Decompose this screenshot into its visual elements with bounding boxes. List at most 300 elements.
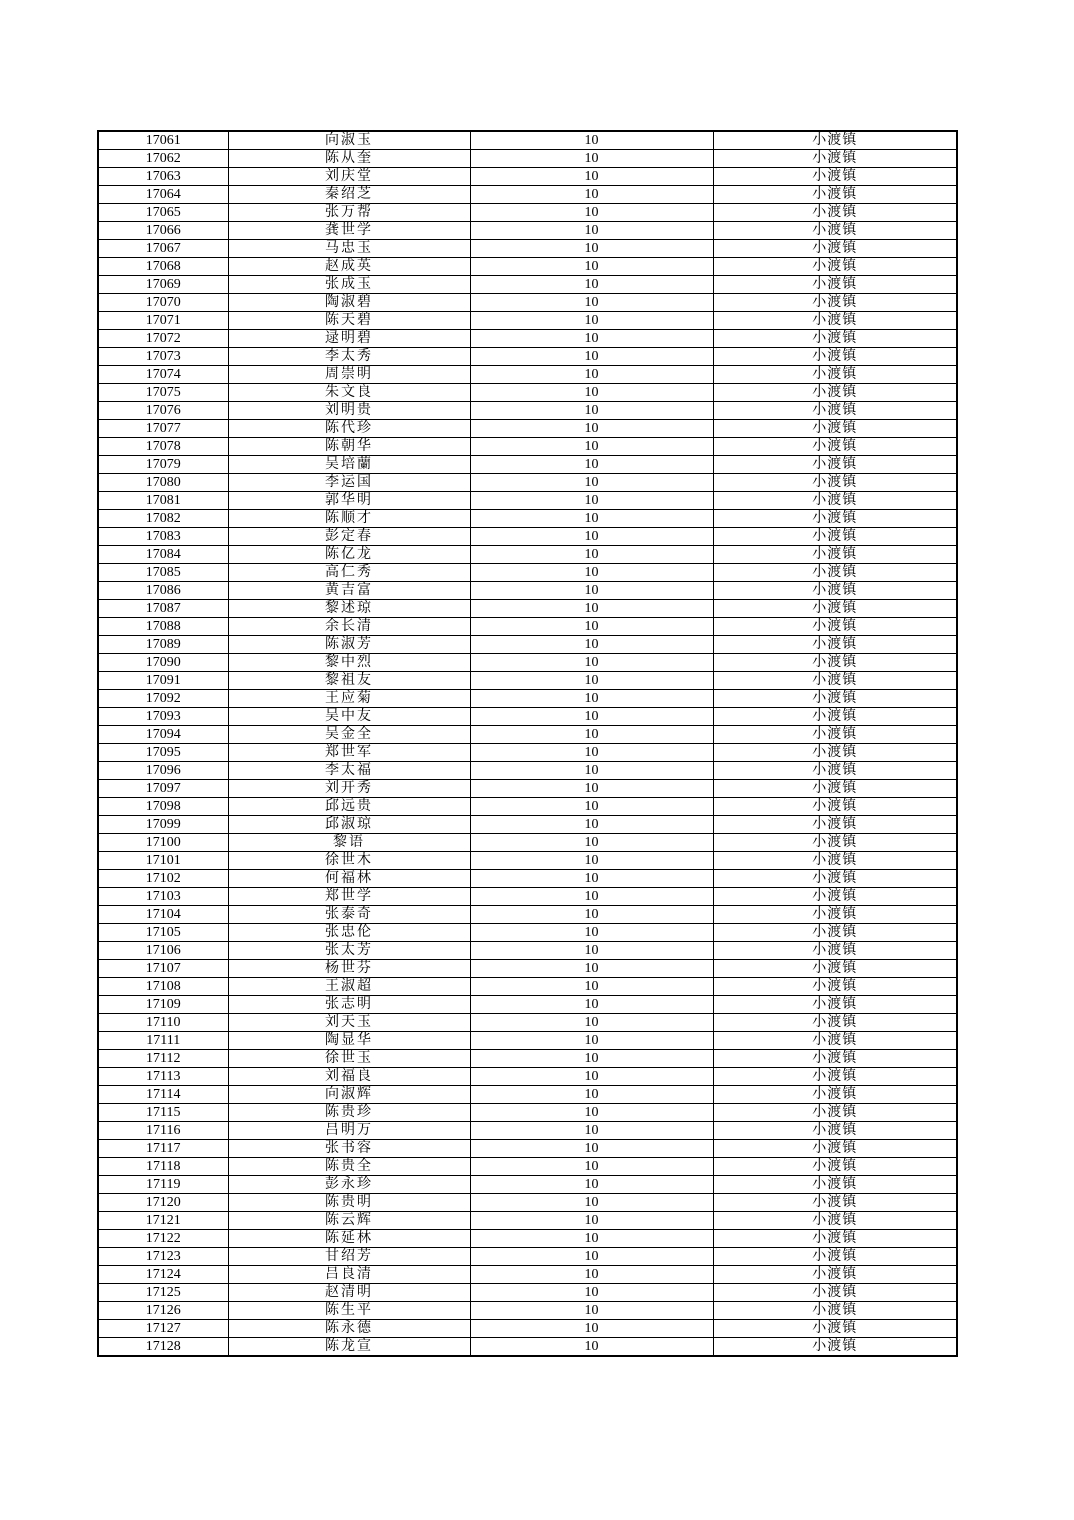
name-cell: 陈顺才	[228, 510, 470, 528]
amount-cell: 10	[470, 1032, 713, 1050]
table-row	[98, 924, 957, 942]
table-row	[98, 312, 957, 330]
name-cell: 向淑玉	[228, 131, 470, 150]
table-row	[98, 402, 957, 420]
id-cell: 17120	[98, 1194, 228, 1212]
town-cell: 小渡镇	[713, 1230, 957, 1248]
name-cell: 陈淑芳	[228, 636, 470, 654]
amount-cell: 10	[470, 1068, 713, 1086]
town-cell: 小渡镇	[713, 564, 957, 582]
name-cell: 向淑辉	[228, 1086, 470, 1104]
name-cell: 陈贵明	[228, 1194, 470, 1212]
name-cell: 刘庆堂	[228, 168, 470, 186]
name-cell: 张忠伦	[228, 924, 470, 942]
table-row	[98, 384, 957, 402]
town-cell: 小渡镇	[713, 798, 957, 816]
amount-cell: 10	[470, 1050, 713, 1068]
name-cell: 逯明碧	[228, 330, 470, 348]
name-cell: 彭定春	[228, 528, 470, 546]
name-cell: 陈代珍	[228, 420, 470, 438]
name-cell: 张成玉	[228, 276, 470, 294]
id-cell: 17074	[98, 366, 228, 384]
town-cell: 小渡镇	[713, 1122, 957, 1140]
id-cell: 17084	[98, 546, 228, 564]
id-cell: 17122	[98, 1230, 228, 1248]
id-cell: 17095	[98, 744, 228, 762]
id-cell: 17076	[98, 402, 228, 420]
name-cell: 刘明贵	[228, 402, 470, 420]
town-cell: 小渡镇	[713, 1086, 957, 1104]
id-cell: 17094	[98, 726, 228, 744]
town-cell: 小渡镇	[713, 204, 957, 222]
name-cell: 陈朝华	[228, 438, 470, 456]
name-cell: 吕良清	[228, 1266, 470, 1284]
town-cell: 小渡镇	[713, 168, 957, 186]
town-cell: 小渡镇	[713, 1284, 957, 1302]
name-cell: 龚世学	[228, 222, 470, 240]
id-cell: 17119	[98, 1176, 228, 1194]
town-cell: 小渡镇	[713, 384, 957, 402]
amount-cell: 10	[470, 654, 713, 672]
town-cell: 小渡镇	[713, 1248, 957, 1266]
id-cell: 17109	[98, 996, 228, 1014]
town-cell: 小渡镇	[713, 1194, 957, 1212]
amount-cell: 10	[470, 366, 713, 384]
town-cell: 小渡镇	[713, 1068, 957, 1086]
amount-cell: 10	[470, 240, 713, 258]
name-cell: 陶淑碧	[228, 294, 470, 312]
id-cell: 17062	[98, 150, 228, 168]
name-cell: 陈天碧	[228, 312, 470, 330]
amount-cell: 10	[470, 870, 713, 888]
amount-cell: 10	[470, 996, 713, 1014]
id-cell: 17099	[98, 816, 228, 834]
name-cell: 陈贵珍	[228, 1104, 470, 1122]
table-row	[98, 1104, 957, 1122]
table-row	[98, 1194, 957, 1212]
town-cell: 小渡镇	[713, 348, 957, 366]
id-cell: 17072	[98, 330, 228, 348]
table-row	[98, 870, 957, 888]
amount-cell: 10	[470, 672, 713, 690]
town-cell: 小渡镇	[713, 330, 957, 348]
town-cell: 小渡镇	[713, 600, 957, 618]
town-cell: 小渡镇	[713, 1050, 957, 1068]
town-cell: 小渡镇	[713, 1104, 957, 1122]
table-row	[98, 1248, 957, 1266]
table-row	[98, 726, 957, 744]
town-cell: 小渡镇	[713, 780, 957, 798]
town-cell: 小渡镇	[713, 1266, 957, 1284]
town-cell: 小渡镇	[713, 690, 957, 708]
name-cell: 陈生平	[228, 1302, 470, 1320]
name-cell: 张太芳	[228, 942, 470, 960]
table-row	[98, 1284, 957, 1302]
table-row	[98, 276, 957, 294]
amount-cell: 10	[470, 1266, 713, 1284]
town-cell: 小渡镇	[713, 870, 957, 888]
table-row	[98, 978, 957, 996]
name-cell: 秦绍芝	[228, 186, 470, 204]
town-cell: 小渡镇	[713, 1158, 957, 1176]
id-cell: 17102	[98, 870, 228, 888]
town-cell: 小渡镇	[713, 888, 957, 906]
table-row	[98, 762, 957, 780]
amount-cell: 10	[470, 924, 713, 942]
name-cell: 朱文良	[228, 384, 470, 402]
name-cell: 徐世木	[228, 852, 470, 870]
name-cell: 刘开秀	[228, 780, 470, 798]
amount-cell: 10	[470, 600, 713, 618]
amount-cell: 10	[470, 564, 713, 582]
id-cell: 17075	[98, 384, 228, 402]
name-cell: 赵清明	[228, 1284, 470, 1302]
id-cell: 17114	[98, 1086, 228, 1104]
town-cell: 小渡镇	[713, 1302, 957, 1320]
amount-cell: 10	[470, 258, 713, 276]
id-cell: 17069	[98, 276, 228, 294]
id-cell: 17104	[98, 906, 228, 924]
town-cell: 小渡镇	[713, 654, 957, 672]
id-cell: 17112	[98, 1050, 228, 1068]
id-cell: 17091	[98, 672, 228, 690]
amount-cell: 10	[470, 798, 713, 816]
town-cell: 小渡镇	[713, 1320, 957, 1338]
name-cell: 陈贵全	[228, 1158, 470, 1176]
table-row	[98, 222, 957, 240]
amount-cell: 10	[470, 1158, 713, 1176]
table-row	[98, 582, 957, 600]
amount-cell: 10	[470, 1320, 713, 1338]
id-cell: 17108	[98, 978, 228, 996]
town-cell: 小渡镇	[713, 726, 957, 744]
amount-cell: 10	[470, 438, 713, 456]
town-cell: 小渡镇	[713, 474, 957, 492]
amount-cell: 10	[470, 384, 713, 402]
town-cell: 小渡镇	[713, 131, 957, 150]
table-row	[98, 1212, 957, 1230]
table-row	[98, 744, 957, 762]
town-cell: 小渡镇	[713, 222, 957, 240]
name-cell: 陈永德	[228, 1320, 470, 1338]
amount-cell: 10	[470, 1140, 713, 1158]
table-row	[98, 420, 957, 438]
town-cell: 小渡镇	[713, 816, 957, 834]
id-cell: 17113	[98, 1068, 228, 1086]
town-cell: 小渡镇	[713, 1140, 957, 1158]
town-cell: 小渡镇	[713, 762, 957, 780]
town-cell: 小渡镇	[713, 906, 957, 924]
amount-cell: 10	[470, 546, 713, 564]
amount-cell: 10	[470, 582, 713, 600]
table-row	[98, 131, 957, 150]
amount-cell: 10	[470, 1212, 713, 1230]
name-cell: 赵成英	[228, 258, 470, 276]
id-cell: 17067	[98, 240, 228, 258]
table-row	[98, 510, 957, 528]
table-row	[98, 492, 957, 510]
id-cell: 17100	[98, 834, 228, 852]
town-cell: 小渡镇	[713, 276, 957, 294]
id-cell: 17071	[98, 312, 228, 330]
table-row	[98, 528, 957, 546]
name-cell: 刘福良	[228, 1068, 470, 1086]
id-cell: 17090	[98, 654, 228, 672]
id-cell: 17111	[98, 1032, 228, 1050]
name-cell: 陈龙宣	[228, 1338, 470, 1357]
amount-cell: 10	[470, 888, 713, 906]
table-row	[98, 258, 957, 276]
town-cell: 小渡镇	[713, 636, 957, 654]
name-cell: 邱淑琼	[228, 816, 470, 834]
table-row	[98, 1086, 957, 1104]
id-cell: 17097	[98, 780, 228, 798]
name-cell: 徐世玉	[228, 1050, 470, 1068]
amount-cell: 10	[470, 780, 713, 798]
name-cell: 吴金全	[228, 726, 470, 744]
id-cell: 17101	[98, 852, 228, 870]
name-cell: 李运国	[228, 474, 470, 492]
id-cell: 17088	[98, 618, 228, 636]
name-cell: 彭永珍	[228, 1176, 470, 1194]
table-row	[98, 618, 957, 636]
id-cell: 17092	[98, 690, 228, 708]
name-cell: 黄吉富	[228, 582, 470, 600]
table-row	[98, 780, 957, 798]
table-row	[98, 654, 957, 672]
town-cell: 小渡镇	[713, 1032, 957, 1050]
id-cell: 17118	[98, 1158, 228, 1176]
id-cell: 17126	[98, 1302, 228, 1320]
name-cell: 黎语	[228, 834, 470, 852]
town-cell: 小渡镇	[713, 834, 957, 852]
amount-cell: 10	[470, 744, 713, 762]
amount-cell: 10	[470, 204, 713, 222]
name-cell: 郭华明	[228, 492, 470, 510]
table-row	[98, 1176, 957, 1194]
town-cell: 小渡镇	[713, 312, 957, 330]
id-cell: 17079	[98, 456, 228, 474]
name-cell: 李太秀	[228, 348, 470, 366]
town-cell: 小渡镇	[713, 618, 957, 636]
id-cell: 17089	[98, 636, 228, 654]
data-table	[97, 130, 958, 1357]
id-cell: 17082	[98, 510, 228, 528]
id-cell: 17125	[98, 1284, 228, 1302]
amount-cell: 10	[470, 131, 713, 150]
table-row	[98, 906, 957, 924]
town-cell: 小渡镇	[713, 186, 957, 204]
table-row	[98, 600, 957, 618]
amount-cell: 10	[470, 276, 713, 294]
amount-cell: 10	[470, 1194, 713, 1212]
id-cell: 17064	[98, 186, 228, 204]
name-cell: 刘天玉	[228, 1014, 470, 1032]
table-row	[98, 1068, 957, 1086]
amount-cell: 10	[470, 456, 713, 474]
table-row	[98, 366, 957, 384]
table-row	[98, 186, 957, 204]
amount-cell: 10	[470, 1284, 713, 1302]
name-cell: 吴培蘭	[228, 456, 470, 474]
id-cell: 17078	[98, 438, 228, 456]
name-cell: 陈延林	[228, 1230, 470, 1248]
amount-cell: 10	[470, 1122, 713, 1140]
name-cell: 余长清	[228, 618, 470, 636]
table-row	[98, 456, 957, 474]
town-cell: 小渡镇	[713, 438, 957, 456]
id-cell: 17065	[98, 204, 228, 222]
table-row	[98, 942, 957, 960]
amount-cell: 10	[470, 150, 713, 168]
amount-cell: 10	[470, 618, 713, 636]
town-cell: 小渡镇	[713, 672, 957, 690]
table-row	[98, 1122, 957, 1140]
table-row	[98, 204, 957, 222]
town-cell: 小渡镇	[713, 744, 957, 762]
town-cell: 小渡镇	[713, 528, 957, 546]
table-row	[98, 294, 957, 312]
table-row	[98, 240, 957, 258]
id-cell: 17085	[98, 564, 228, 582]
id-cell: 17103	[98, 888, 228, 906]
name-cell: 陈从奎	[228, 150, 470, 168]
table-row	[98, 834, 957, 852]
town-cell: 小渡镇	[713, 420, 957, 438]
id-cell: 17096	[98, 762, 228, 780]
table-row	[98, 708, 957, 726]
amount-cell: 10	[470, 222, 713, 240]
name-cell: 张万帮	[228, 204, 470, 222]
name-cell: 黎述琼	[228, 600, 470, 618]
table-row	[98, 438, 957, 456]
name-cell: 甘绍芳	[228, 1248, 470, 1266]
table-row	[98, 1014, 957, 1032]
name-cell: 王应菊	[228, 690, 470, 708]
name-cell: 张志明	[228, 996, 470, 1014]
id-cell: 17066	[98, 222, 228, 240]
table-row	[98, 168, 957, 186]
table-row	[98, 330, 957, 348]
id-cell: 17073	[98, 348, 228, 366]
table-row	[98, 1230, 957, 1248]
town-cell: 小渡镇	[713, 996, 957, 1014]
name-cell: 周崇明	[228, 366, 470, 384]
name-cell: 张书容	[228, 1140, 470, 1158]
table-row	[98, 1338, 957, 1357]
amount-cell: 10	[470, 294, 713, 312]
amount-cell: 10	[470, 708, 713, 726]
table-row	[98, 1140, 957, 1158]
table-row	[98, 852, 957, 870]
amount-cell: 10	[470, 420, 713, 438]
town-cell: 小渡镇	[713, 456, 957, 474]
name-cell: 何福林	[228, 870, 470, 888]
name-cell: 杨世芬	[228, 960, 470, 978]
amount-cell: 10	[470, 690, 713, 708]
name-cell: 王淑超	[228, 978, 470, 996]
amount-cell: 10	[470, 348, 713, 366]
town-cell: 小渡镇	[713, 708, 957, 726]
amount-cell: 10	[470, 1104, 713, 1122]
town-cell: 小渡镇	[713, 942, 957, 960]
town-cell: 小渡镇	[713, 924, 957, 942]
amount-cell: 10	[470, 816, 713, 834]
amount-cell: 10	[470, 960, 713, 978]
town-cell: 小渡镇	[713, 852, 957, 870]
name-cell: 黎中烈	[228, 654, 470, 672]
table-row	[98, 348, 957, 366]
amount-cell: 10	[470, 168, 713, 186]
table-row	[98, 564, 957, 582]
table-row	[98, 1266, 957, 1284]
town-cell: 小渡镇	[713, 1014, 957, 1032]
amount-cell: 10	[470, 330, 713, 348]
amount-cell: 10	[470, 1176, 713, 1194]
id-cell: 17070	[98, 294, 228, 312]
town-cell: 小渡镇	[713, 1212, 957, 1230]
amount-cell: 10	[470, 528, 713, 546]
amount-cell: 10	[470, 636, 713, 654]
town-cell: 小渡镇	[713, 240, 957, 258]
table-row	[98, 672, 957, 690]
table-row	[98, 1302, 957, 1320]
id-cell: 17128	[98, 1338, 228, 1357]
name-cell: 马忠玉	[228, 240, 470, 258]
table-row	[98, 816, 957, 834]
table-row	[98, 690, 957, 708]
id-cell: 17080	[98, 474, 228, 492]
id-cell: 17077	[98, 420, 228, 438]
table-row	[98, 1158, 957, 1176]
id-cell: 17098	[98, 798, 228, 816]
town-cell: 小渡镇	[713, 960, 957, 978]
town-cell: 小渡镇	[713, 402, 957, 420]
id-cell: 17068	[98, 258, 228, 276]
name-cell: 高仁秀	[228, 564, 470, 582]
name-cell: 陶显华	[228, 1032, 470, 1050]
amount-cell: 10	[470, 852, 713, 870]
town-cell: 小渡镇	[713, 1176, 957, 1194]
name-cell: 吕明万	[228, 1122, 470, 1140]
town-cell: 小渡镇	[713, 1338, 957, 1357]
table-body	[98, 131, 957, 1356]
id-cell: 17105	[98, 924, 228, 942]
table-row	[98, 1032, 957, 1050]
town-cell: 小渡镇	[713, 510, 957, 528]
amount-cell: 10	[470, 1086, 713, 1104]
amount-cell: 10	[470, 762, 713, 780]
table-row	[98, 150, 957, 168]
id-cell: 17063	[98, 168, 228, 186]
amount-cell: 10	[470, 312, 713, 330]
amount-cell: 10	[470, 978, 713, 996]
name-cell: 郑世学	[228, 888, 470, 906]
table-row	[98, 1320, 957, 1338]
id-cell: 17081	[98, 492, 228, 510]
id-cell: 17115	[98, 1104, 228, 1122]
amount-cell: 10	[470, 492, 713, 510]
amount-cell: 10	[470, 402, 713, 420]
amount-cell: 10	[470, 942, 713, 960]
table-row	[98, 1050, 957, 1068]
table-row	[98, 996, 957, 1014]
amount-cell: 10	[470, 1302, 713, 1320]
amount-cell: 10	[470, 726, 713, 744]
id-cell: 17127	[98, 1320, 228, 1338]
id-cell: 17083	[98, 528, 228, 546]
table-row	[98, 474, 957, 492]
